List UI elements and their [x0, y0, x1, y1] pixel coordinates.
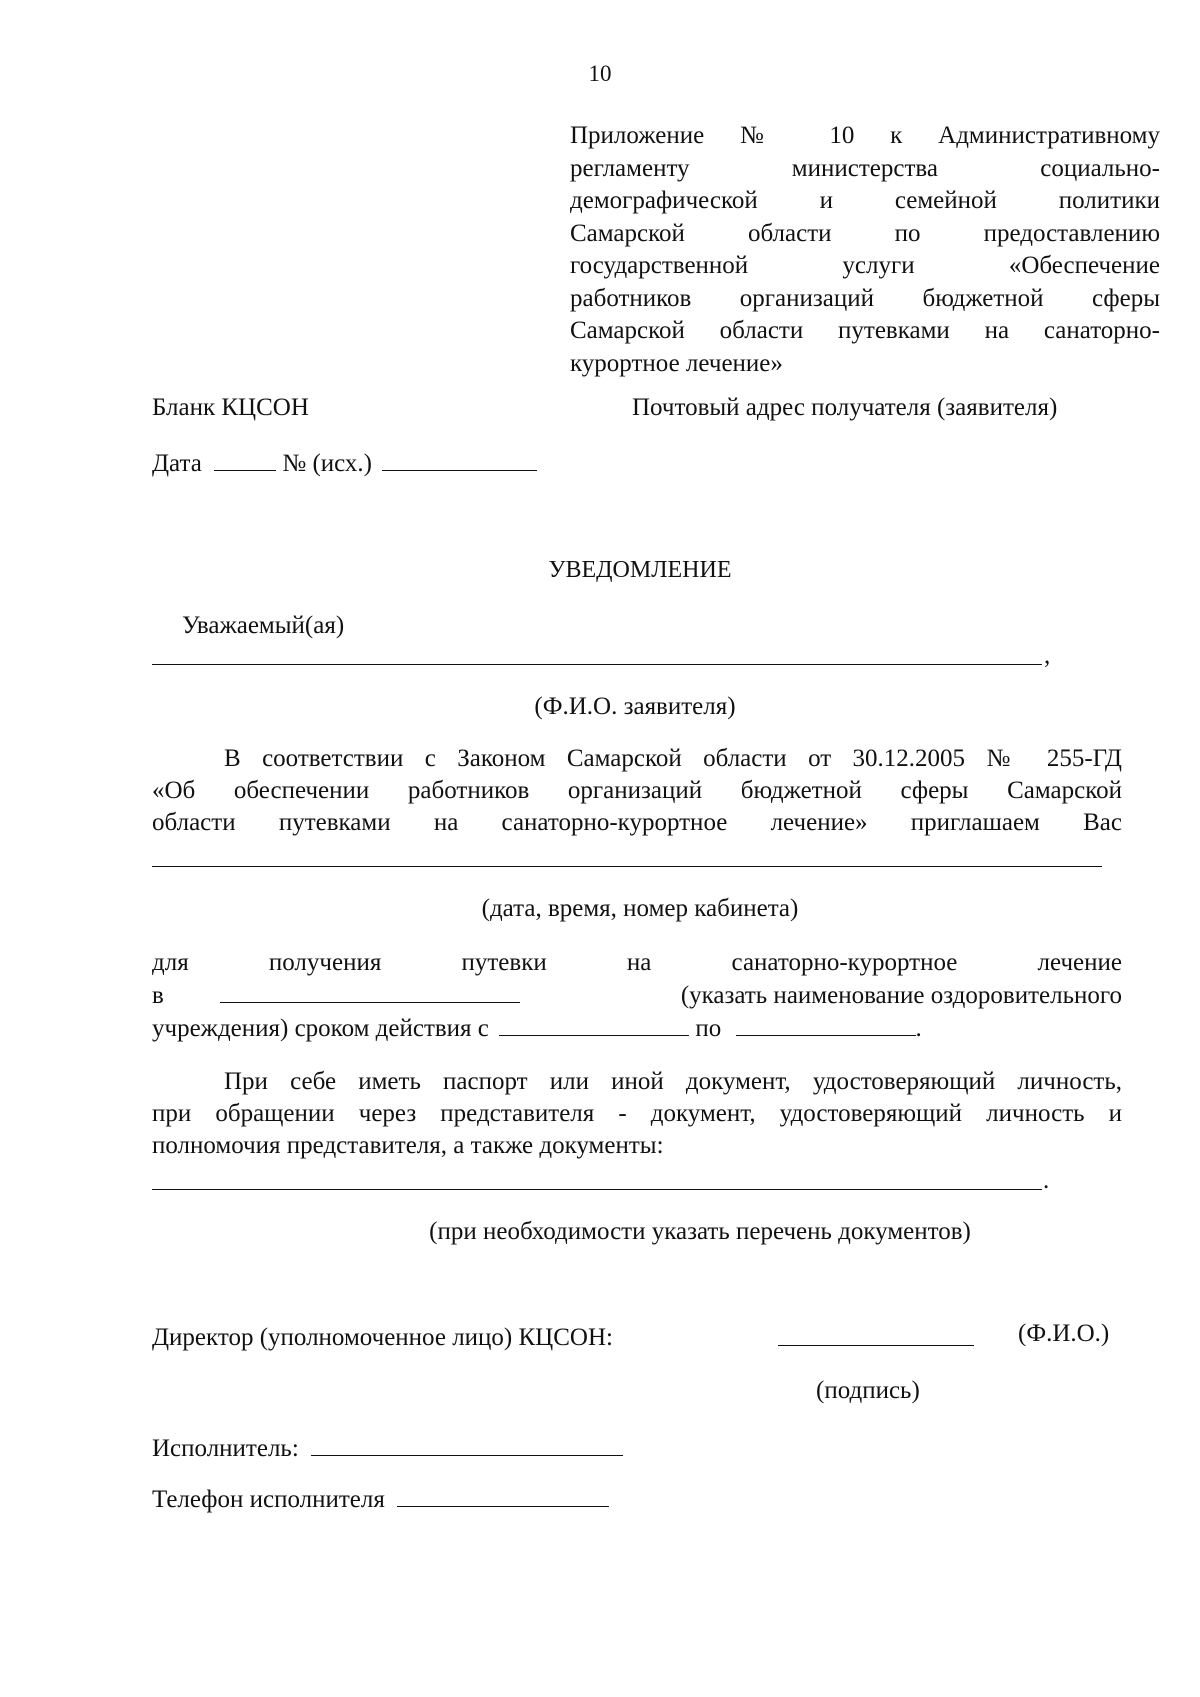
- purpose-instruction: (указать наименование оздоровительного: [680, 982, 1122, 1009]
- law-line: области путевками на санаторно-курортное лечение» приглашаем Вас: [152, 809, 1122, 836]
- phone-label: Телефон исполнителя: [152, 1486, 385, 1513]
- documents-caption: (при необходимости указать перечень документов): [429, 1218, 971, 1245]
- number-label: № (исх.): [282, 450, 372, 477]
- purpose-line-3: [152, 1013, 922, 1045]
- phone-row: [152, 1484, 609, 1516]
- executor-field[interactable]: [311, 1433, 623, 1456]
- datetime-line[interactable]: [152, 866, 1102, 867]
- applicant-name-line[interactable]: [152, 664, 1042, 665]
- validity-from-label: учреждения) сроком действия с: [152, 1015, 489, 1042]
- number-field[interactable]: [382, 448, 537, 471]
- signature-caption: (подпись): [816, 1377, 920, 1404]
- validity-to-field[interactable]: [736, 1013, 916, 1036]
- institution-field[interactable]: [220, 980, 520, 1003]
- purpose-in: в: [152, 982, 164, 1009]
- documents-line: При себе иметь паспорт или иной документ, удостоверяющий личность,: [224, 1068, 1122, 1095]
- validity-from-field[interactable]: [499, 1013, 689, 1036]
- documents-line: полномочия представителя, а также документы:: [152, 1132, 664, 1159]
- annex-block: [570, 120, 1160, 380]
- annex-line: Самарской области путевками на санаторно-: [570, 317, 1160, 344]
- blank-label: Бланк КЦСОН: [152, 394, 309, 421]
- law-line: «Об обеспечении работников организаций бюджетной сферы Самарской: [152, 777, 1122, 804]
- annex-line: Самарской области по предоставлению: [570, 219, 1160, 247]
- annex-line: курортное лечение»: [570, 349, 783, 377]
- postal-address-label: Почтовый адрес получателя (заявителя): [632, 394, 1058, 421]
- purpose-line-1: для получения путевки на санаторно-курортное лечение: [152, 949, 1122, 976]
- documents-paragraph: [152, 1066, 1122, 1162]
- datetime-caption: (дата, время, номер кабинета): [481, 895, 799, 922]
- annex-line: государственной услуги «Обеспечение: [570, 252, 1160, 279]
- signature-line[interactable]: [778, 1345, 974, 1346]
- law-line: В соответствии с Законом Самарской области от 30.12.2005 № 255-ГД: [224, 745, 1122, 772]
- annex-line: Приложение № 10 к Административному: [570, 122, 1160, 149]
- document-title: УВЕДОМЛЕНИЕ: [548, 557, 732, 583]
- date-row: [152, 448, 537, 480]
- greeting-comma: ,: [1044, 642, 1051, 669]
- director-label: Директор (уполномоченное лицо) КЦСОН:: [152, 1324, 613, 1351]
- documents-end-period: .: [1043, 1167, 1050, 1194]
- annex-line: работников организаций бюджетной сферы: [570, 284, 1160, 312]
- page-number: 10: [588, 61, 612, 86]
- executor-label: Исполнитель:: [152, 1435, 299, 1462]
- fio-caption: (Ф.И.О. заявителя): [534, 693, 736, 720]
- law-paragraph: [152, 743, 1122, 839]
- validity-to-label: по: [695, 1015, 722, 1042]
- validity-end-period: .: [915, 1015, 922, 1042]
- date-field[interactable]: [214, 448, 276, 471]
- purpose-line-2: [152, 980, 1122, 1012]
- greeting: Уважаемый(ая): [182, 612, 345, 639]
- annex-line: регламенту министерства социально-: [570, 154, 1160, 182]
- executor-row: [152, 1433, 623, 1465]
- date-label: Дата: [152, 450, 202, 477]
- phone-field[interactable]: [397, 1484, 609, 1507]
- documents-line: при обращении через представителя - документ, удостоверяющий личность и: [152, 1100, 1122, 1127]
- annex-line: демографической и семейной политики: [570, 187, 1160, 214]
- documents-list-line[interactable]: [152, 1189, 1042, 1190]
- director-fio: (Ф.И.О.): [1018, 1320, 1110, 1347]
